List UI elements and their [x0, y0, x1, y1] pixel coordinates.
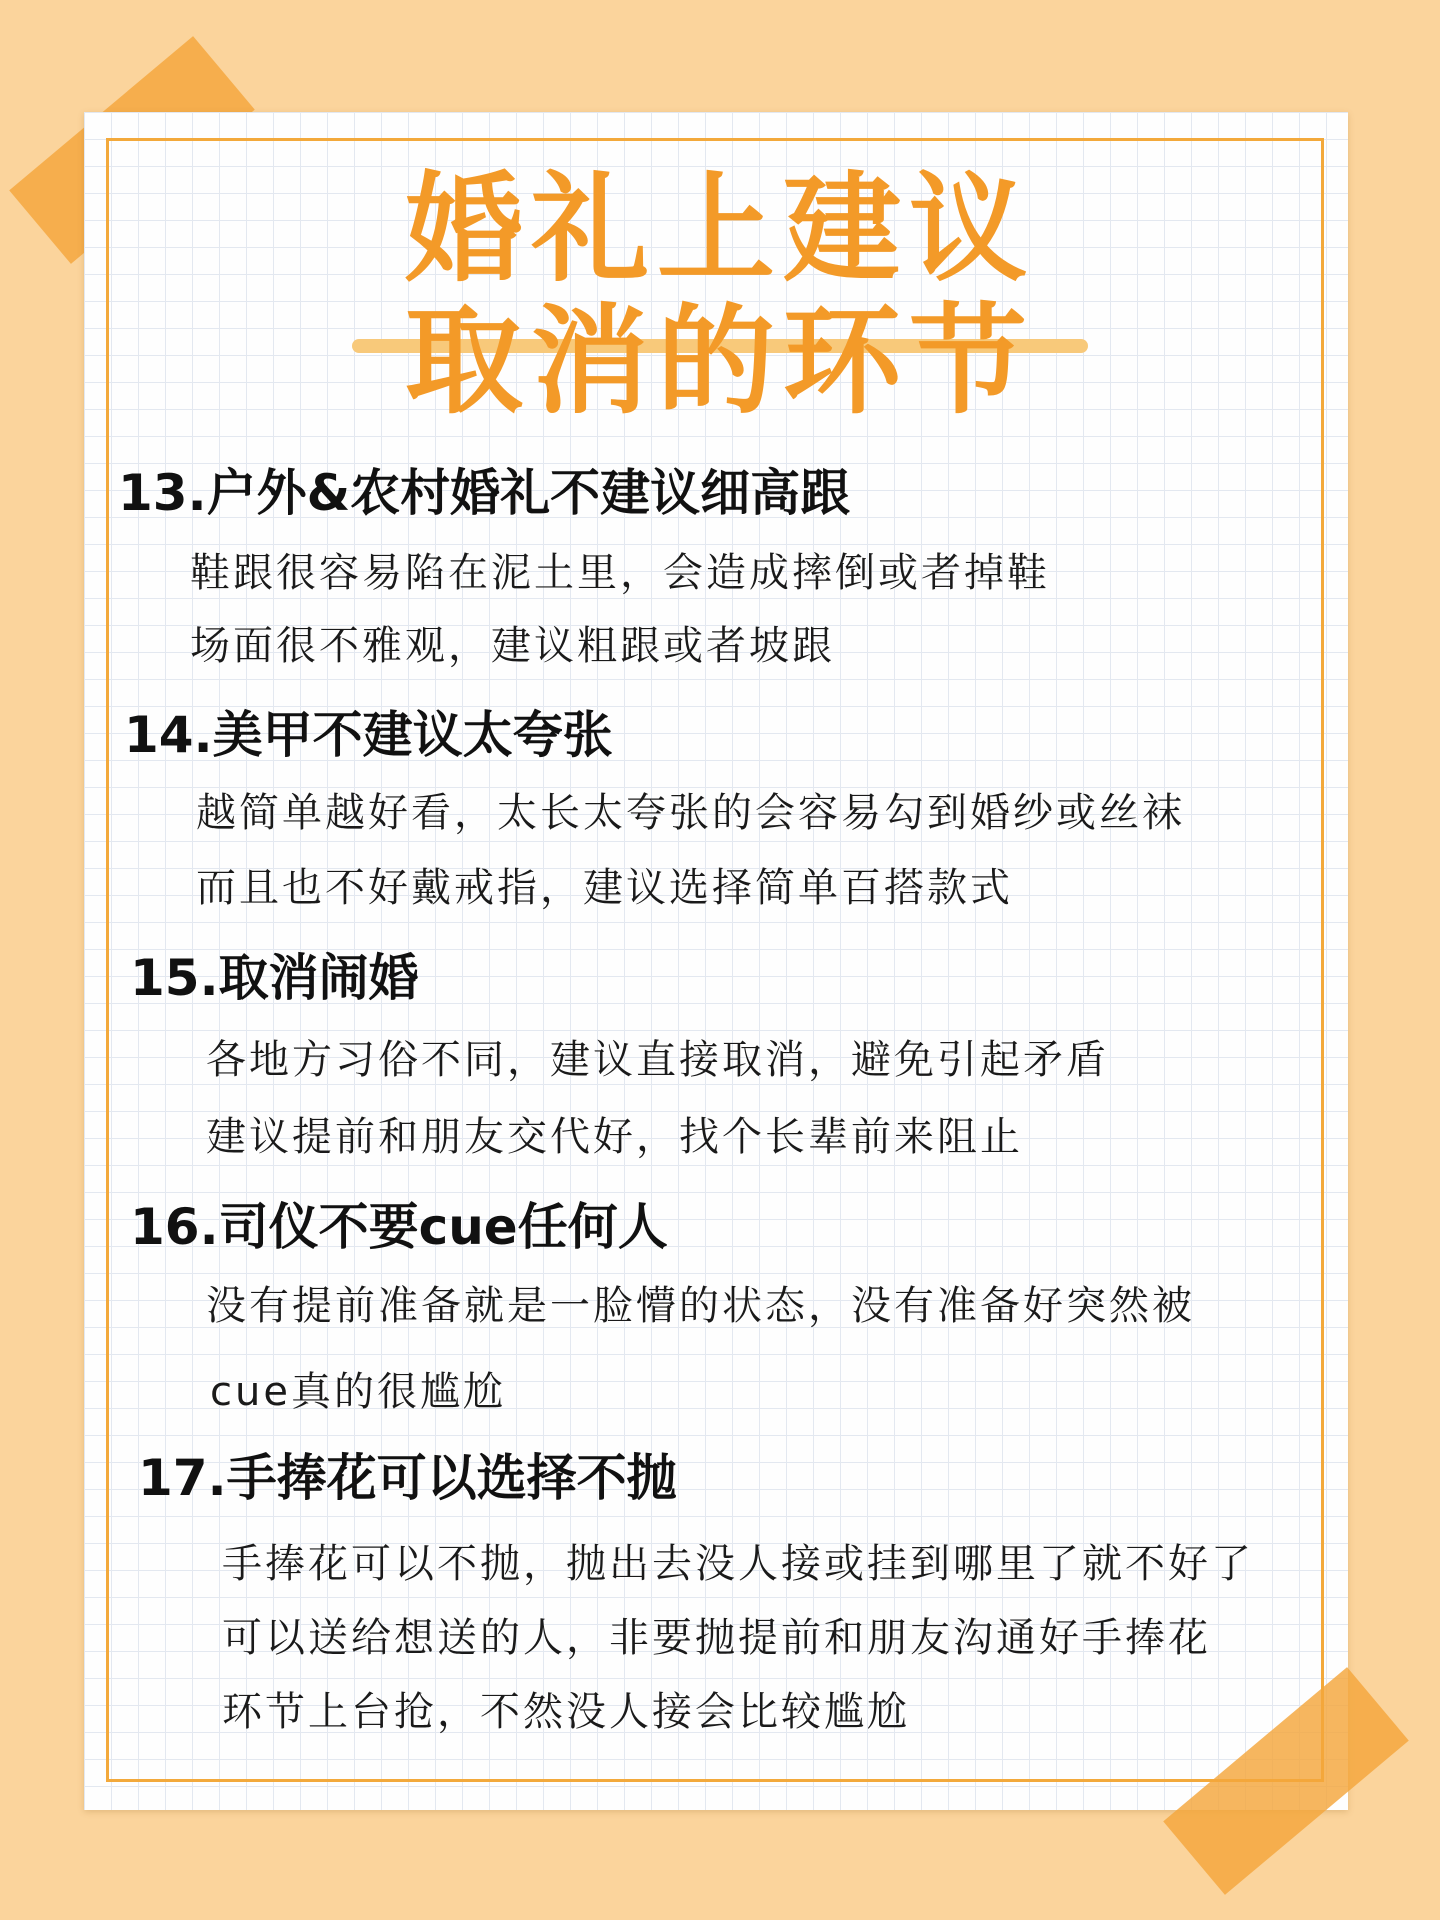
section-15-line-1: 各地方习俗不同，建议直接取消，避免引起矛盾: [206, 1037, 1109, 1083]
section-16-heading: 16.司仪不要cue任何人: [130, 1198, 668, 1256]
section-17-heading: 17.手捧花可以选择不抛: [138, 1449, 677, 1507]
section-17-line-2: 可以送给想送的人，非要抛提前和朋友沟通好手捧花: [222, 1615, 1211, 1661]
section-17-line-3: 环节上台抢，不然没人接会比较尴尬: [222, 1689, 910, 1735]
section-15-heading: 15.取消闹婚: [130, 949, 419, 1007]
section-17-line-1: 手捧花可以不抛，抛出去没人接或挂到哪里了就不好了: [222, 1541, 1254, 1587]
section-15-line-2: 建议提前和朋友交代好，找个长辈前来阻止: [206, 1114, 1023, 1160]
section-13-line-1: 鞋跟很容易陷在泥土里，会造成摔倒或者掉鞋: [190, 550, 1050, 596]
section-14-heading: 14.美甲不建议太夸张: [124, 706, 613, 764]
section-16-line-1: 没有提前准备就是一脸懵的状态，没有准备好突然被: [206, 1283, 1195, 1329]
title-line-2: 取消的环节: [404, 292, 1035, 430]
section-14-line-1: 越简单越好看，太长太夸张的会容易勾到婚纱或丝袜: [196, 790, 1185, 836]
section-16-line-2: cue真的很尴尬: [210, 1369, 506, 1415]
section-14-line-2: 而且也不好戴戒指，建议选择简单百搭款式: [196, 865, 1013, 911]
title-line-1: 婚礼上建议: [404, 160, 1035, 298]
section-13-line-2: 场面很不雅观，建议粗跟或者坡跟: [190, 623, 835, 669]
section-13-heading: 13.户外&农村婚礼不建议细高跟: [118, 464, 851, 522]
